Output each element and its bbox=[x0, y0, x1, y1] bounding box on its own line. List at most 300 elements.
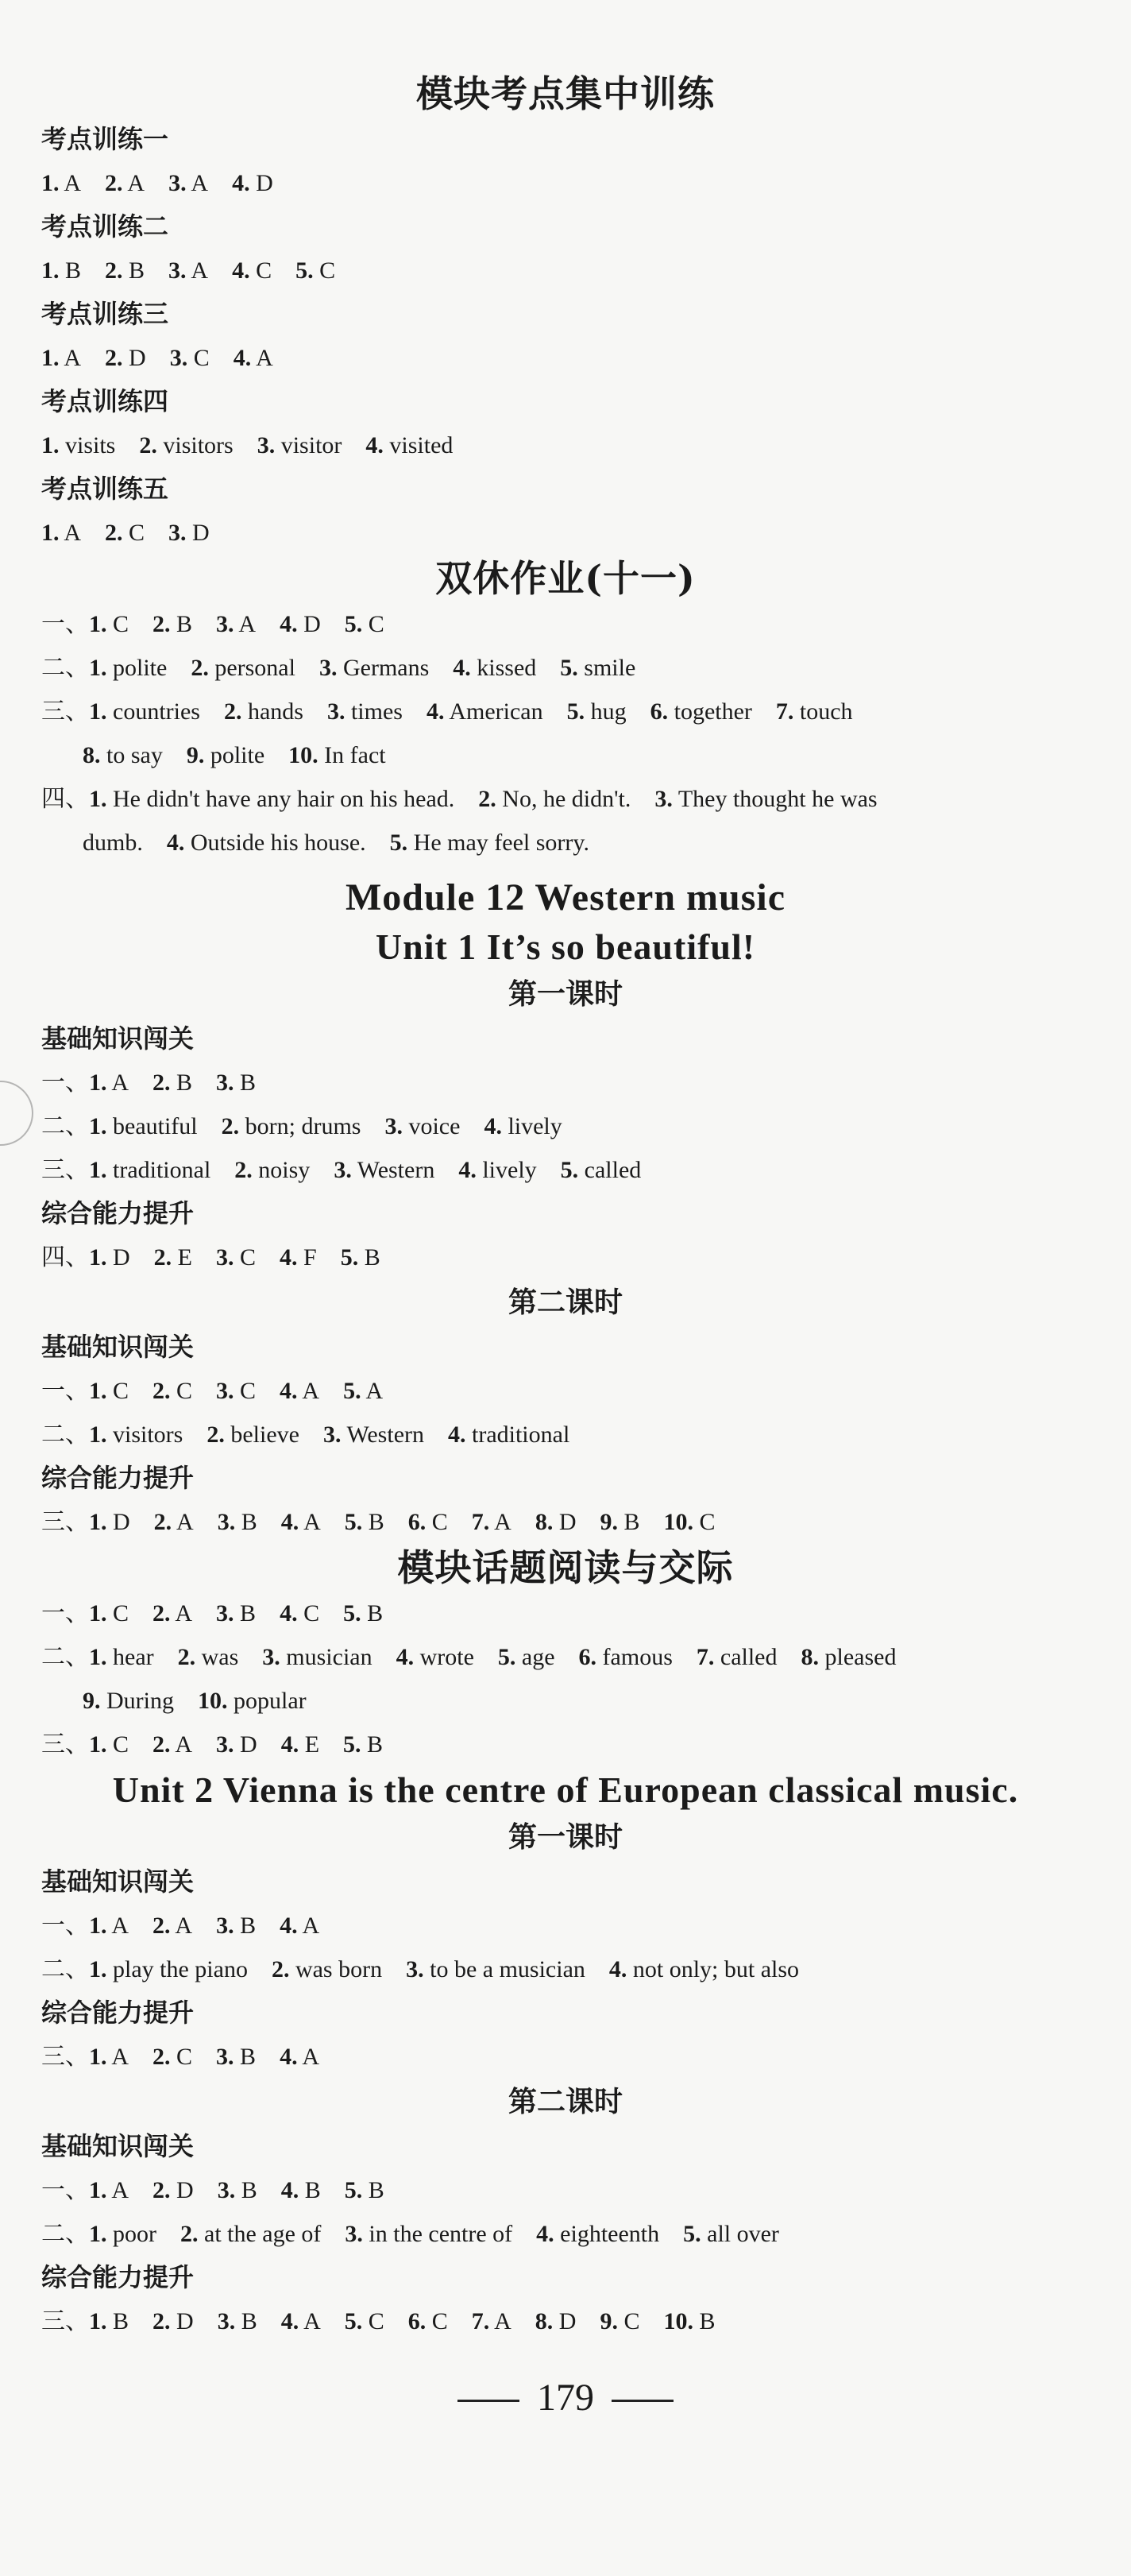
answer-text: C bbox=[113, 1731, 129, 1758]
answer-text: B bbox=[367, 1731, 384, 1758]
answer-text: visited bbox=[389, 432, 454, 458]
question-number: 1. bbox=[89, 655, 107, 681]
answer-item bbox=[216, 2035, 256, 2079]
answer-item bbox=[152, 2168, 194, 2212]
answer-text: C bbox=[129, 520, 145, 546]
answer-item bbox=[345, 2168, 384, 2212]
question-number: 5. bbox=[343, 1731, 361, 1758]
answer-item bbox=[198, 1679, 307, 1723]
answer-item bbox=[105, 249, 145, 292]
answer-text: C bbox=[193, 345, 210, 371]
answer-item bbox=[801, 1635, 897, 1679]
question-number: 5. bbox=[295, 257, 314, 284]
answer-item bbox=[280, 1369, 319, 1413]
answer-text: A bbox=[176, 1509, 194, 1535]
question-number: 2. bbox=[152, 1600, 171, 1626]
question-number: 3. bbox=[334, 1157, 352, 1183]
question-number: 3. bbox=[217, 2177, 236, 2203]
answer-item bbox=[234, 1148, 310, 1192]
question-number: 3. bbox=[318, 655, 338, 681]
question-number: 5. bbox=[560, 1157, 579, 1183]
answer-text: voice bbox=[408, 1113, 461, 1139]
answer-item bbox=[89, 1592, 129, 1635]
question-number: 2. bbox=[105, 345, 123, 371]
answer-item bbox=[697, 1635, 778, 1679]
part-number: 三、 bbox=[41, 1731, 89, 1758]
answer-item bbox=[224, 690, 303, 733]
answer-item bbox=[187, 733, 264, 777]
question-number: 4. bbox=[365, 432, 384, 458]
answer-item bbox=[272, 1947, 382, 1991]
question-number: 3. bbox=[216, 1600, 234, 1626]
answer-row bbox=[41, 1904, 1090, 1947]
question-number: 3. bbox=[169, 345, 188, 371]
answer-text: He may feel sorry. bbox=[413, 830, 589, 856]
answer-text: B bbox=[113, 2308, 129, 2334]
question-number: 8. bbox=[83, 742, 101, 768]
answer-row bbox=[41, 511, 1090, 555]
answer-text: hands bbox=[247, 698, 303, 725]
answer-item bbox=[280, 602, 321, 646]
question-number: 2. bbox=[105, 257, 123, 284]
question-number: 1. bbox=[89, 2308, 107, 2334]
question-number: 9. bbox=[600, 2308, 618, 2334]
answer-text: kissed bbox=[477, 655, 537, 681]
answer-text: touch bbox=[799, 698, 853, 725]
question-number: 7. bbox=[471, 2308, 490, 2334]
subsection-label: 基础知识闯关 bbox=[41, 1023, 195, 1054]
answer-row bbox=[41, 821, 1090, 864]
answer-text: noisy bbox=[258, 1157, 311, 1183]
question-number: 5. bbox=[343, 1378, 361, 1404]
question-number: 4. bbox=[166, 830, 185, 856]
answer-item bbox=[222, 1104, 361, 1148]
question-number: 5. bbox=[340, 1244, 359, 1271]
answer-row bbox=[41, 1679, 1090, 1723]
answer-text: at the age of bbox=[204, 2221, 322, 2247]
page-footer bbox=[0, 2376, 1131, 2419]
answer-text: to be a musician bbox=[430, 1956, 585, 1982]
answer-text: C bbox=[368, 611, 384, 637]
question-number: 5. bbox=[566, 698, 585, 725]
answer-text: visitors bbox=[163, 432, 234, 458]
answer-item bbox=[345, 2212, 512, 2256]
answer-text: B bbox=[176, 1069, 193, 1096]
subsection-label: 考点训练四 bbox=[41, 386, 169, 416]
question-number: 3. bbox=[216, 1913, 234, 1939]
answer-item bbox=[365, 424, 453, 467]
answer-text: American bbox=[449, 698, 543, 725]
question-number: 5. bbox=[344, 611, 363, 637]
answer-item bbox=[89, 1947, 248, 1991]
question-number: 1. bbox=[89, 1157, 107, 1183]
answer-item bbox=[232, 249, 272, 292]
answer-item bbox=[41, 424, 115, 467]
question-number: 10. bbox=[663, 2308, 693, 2334]
answer-text: D bbox=[176, 2308, 194, 2334]
answer-item bbox=[295, 249, 335, 292]
answer-text: B bbox=[623, 1509, 640, 1535]
answer-item bbox=[41, 161, 81, 205]
question-number: 2. bbox=[478, 786, 496, 812]
answer-text: A bbox=[494, 1509, 511, 1535]
answer-text: B bbox=[368, 1509, 384, 1535]
answer-text: visitor bbox=[280, 432, 342, 458]
part-number: 二、 bbox=[41, 1421, 89, 1449]
answer-text: During bbox=[106, 1688, 174, 1714]
part-number: 三、 bbox=[41, 2043, 89, 2071]
part-number: 一、 bbox=[41, 2176, 89, 2204]
question-number: 1. bbox=[89, 1913, 107, 1939]
part-number: 四、 bbox=[41, 1244, 89, 1271]
answer-item bbox=[776, 690, 853, 733]
answer-item bbox=[83, 821, 143, 864]
answer-item bbox=[89, 690, 200, 733]
question-number: 2. bbox=[152, 1913, 171, 1939]
answer-text: A bbox=[365, 1378, 384, 1404]
answer-item bbox=[343, 1592, 383, 1635]
answer-item bbox=[334, 1148, 434, 1192]
section-title: 双休作业(十一) bbox=[435, 557, 696, 600]
question-number: 4. bbox=[280, 1509, 299, 1535]
question-number: 1. bbox=[41, 520, 60, 546]
question-number: 3. bbox=[216, 1244, 234, 1271]
section-title: Module 12 Western music bbox=[345, 876, 786, 919]
answer-text: A bbox=[64, 520, 82, 546]
part-number: 三、 bbox=[41, 698, 89, 725]
part-number: 二、 bbox=[41, 2220, 89, 2248]
question-number: 9. bbox=[600, 1509, 618, 1535]
answer-text: B bbox=[364, 1244, 380, 1271]
answer-text: Western bbox=[346, 1421, 424, 1448]
answer-row bbox=[41, 1061, 1090, 1104]
answer-text: A bbox=[175, 1913, 193, 1939]
answer-item bbox=[319, 646, 429, 690]
answer-item bbox=[89, 1723, 129, 1766]
answer-item bbox=[216, 1236, 256, 1279]
answer-row bbox=[41, 602, 1090, 646]
question-number: 3. bbox=[257, 432, 276, 458]
subsection-label: 考点训练三 bbox=[41, 299, 169, 329]
answer-item bbox=[89, 2168, 129, 2212]
answer-text: all over bbox=[707, 2221, 779, 2247]
answer-text: believe bbox=[230, 1421, 299, 1448]
answer-row bbox=[41, 690, 1090, 733]
answer-text: No, he didn't. bbox=[502, 786, 631, 812]
answer-item bbox=[152, 1061, 192, 1104]
question-number: 2. bbox=[234, 1157, 253, 1183]
question-number: 9. bbox=[83, 1688, 101, 1714]
answer-text: A bbox=[256, 345, 273, 371]
subsection-label: 考点训练一 bbox=[41, 124, 169, 154]
answer-text: popular bbox=[234, 1688, 307, 1714]
subsection-label: 综合能力提升 bbox=[41, 2262, 195, 2292]
answer-text: dumb. bbox=[83, 830, 143, 856]
question-number: 4. bbox=[280, 2177, 299, 2203]
answer-text: They thought he was bbox=[677, 786, 878, 812]
answer-text: A bbox=[111, 1069, 129, 1096]
answer-text: in the centre of bbox=[369, 2221, 513, 2247]
answer-row bbox=[41, 2168, 1090, 2212]
answer-item bbox=[89, 2299, 129, 2343]
question-number: 3. bbox=[216, 1731, 234, 1758]
subsection-label: 基础知识闯关 bbox=[41, 1332, 195, 1362]
answer-text: C bbox=[176, 1378, 193, 1404]
answer-item bbox=[345, 602, 384, 646]
answer-item bbox=[472, 2299, 511, 2343]
answer-text: play the piano bbox=[113, 1956, 248, 1982]
question-number: 3. bbox=[168, 170, 187, 196]
answer-item bbox=[152, 602, 192, 646]
answer-item bbox=[650, 690, 752, 733]
question-number: 10. bbox=[288, 742, 318, 768]
answer-text: E bbox=[177, 1244, 192, 1271]
subsection-label: 考点训练二 bbox=[41, 211, 169, 242]
answer-item bbox=[89, 1500, 130, 1544]
question-number: 3. bbox=[322, 1421, 342, 1448]
question-number: 4. bbox=[233, 345, 252, 371]
answer-text: C bbox=[113, 1600, 129, 1626]
answer-row bbox=[41, 2035, 1090, 2079]
answer-item bbox=[167, 821, 366, 864]
part-number: 二、 bbox=[41, 1955, 89, 1983]
question-number: 2. bbox=[105, 520, 123, 546]
question-number: 2. bbox=[152, 1731, 171, 1758]
answer-item bbox=[281, 1500, 321, 1544]
answer-text: D bbox=[303, 611, 321, 637]
answer-item bbox=[343, 1369, 383, 1413]
question-number: 1. bbox=[89, 1244, 107, 1271]
answer-text: Outside his house. bbox=[190, 830, 366, 856]
answer-text: polite bbox=[113, 655, 168, 681]
question-number: 4. bbox=[396, 1644, 415, 1670]
answer-text: Western bbox=[357, 1157, 435, 1183]
question-number: 2. bbox=[153, 1509, 172, 1535]
answer-item bbox=[280, 1904, 319, 1947]
question-number: 3. bbox=[216, 1069, 234, 1096]
lesson-heading: 第二课时 bbox=[508, 1286, 623, 1319]
answer-text: C bbox=[623, 2308, 640, 2334]
question-number: 2. bbox=[152, 611, 171, 637]
question-number: 2. bbox=[152, 1378, 171, 1404]
lesson-heading: 第二课时 bbox=[508, 2085, 623, 2118]
answer-text: C bbox=[256, 257, 272, 284]
answer-text: A bbox=[302, 1378, 320, 1404]
question-number: 4. bbox=[484, 1113, 502, 1139]
answer-item bbox=[152, 2299, 194, 2343]
question-number: 10. bbox=[663, 1509, 693, 1535]
question-number: 1. bbox=[41, 257, 60, 284]
part-number: 一、 bbox=[41, 1912, 89, 1940]
answer-item bbox=[89, 1104, 198, 1148]
part-number: 一、 bbox=[41, 1377, 89, 1405]
question-number: 4. bbox=[536, 2221, 554, 2247]
question-number: 1. bbox=[89, 786, 107, 812]
question-number: 4. bbox=[280, 1378, 298, 1404]
answer-item bbox=[343, 1723, 383, 1766]
answer-row bbox=[41, 336, 1090, 380]
answer-item bbox=[600, 1500, 639, 1544]
answer-item bbox=[280, 1592, 319, 1635]
answer-text: C bbox=[113, 611, 129, 637]
answer-text: A bbox=[303, 2308, 321, 2334]
answer-item bbox=[216, 1723, 257, 1766]
answer-item bbox=[390, 821, 589, 864]
answer-text: countries bbox=[113, 698, 200, 725]
question-number: 2. bbox=[221, 1113, 240, 1139]
question-number: 2. bbox=[177, 1644, 196, 1670]
answer-item bbox=[257, 424, 342, 467]
answer-text: A bbox=[302, 2044, 320, 2070]
answer-item bbox=[579, 1635, 673, 1679]
question-number: 1. bbox=[89, 611, 107, 637]
answer-text: A bbox=[494, 2308, 511, 2334]
answer-item bbox=[168, 511, 210, 555]
part-number: 一、 bbox=[41, 1599, 89, 1627]
answer-text: B bbox=[240, 1913, 257, 1939]
question-number: 1. bbox=[89, 1378, 107, 1404]
part-number: 一、 bbox=[41, 1069, 89, 1097]
page-number: 179 bbox=[537, 2377, 594, 2419]
question-number: 4. bbox=[458, 1157, 477, 1183]
answer-item bbox=[280, 2035, 319, 2079]
answer-text: C bbox=[113, 1378, 129, 1404]
answer-item bbox=[654, 777, 877, 821]
question-number: 3. bbox=[345, 2221, 363, 2247]
answer-text: B bbox=[367, 1600, 384, 1626]
answer-row bbox=[41, 1369, 1090, 1413]
answer-text: C bbox=[699, 1509, 716, 1535]
answer-row bbox=[41, 424, 1090, 467]
question-number: 3. bbox=[406, 1956, 424, 1982]
question-number: 6. bbox=[407, 1509, 427, 1535]
question-number: 3. bbox=[168, 520, 187, 546]
answer-item bbox=[152, 1723, 192, 1766]
question-number: 4. bbox=[280, 2308, 299, 2334]
answer-item bbox=[453, 646, 536, 690]
answer-text: traditional bbox=[113, 1157, 211, 1183]
question-number: 2. bbox=[105, 170, 123, 196]
question-number: 4. bbox=[280, 1600, 298, 1626]
answer-text: was born bbox=[295, 1956, 383, 1982]
answer-text: D bbox=[240, 1731, 257, 1758]
answer-item bbox=[207, 1413, 299, 1456]
answer-row bbox=[41, 1104, 1090, 1148]
answer-row bbox=[41, 1723, 1090, 1766]
answer-text: B bbox=[65, 257, 82, 284]
answer-item bbox=[609, 1947, 799, 1991]
answer-item bbox=[89, 2035, 129, 2079]
question-number: 8. bbox=[535, 1509, 554, 1535]
answer-item bbox=[89, 602, 129, 646]
answer-row bbox=[41, 1500, 1090, 1544]
answer-item bbox=[191, 646, 295, 690]
question-number: 1. bbox=[89, 1509, 107, 1535]
question-number: 5. bbox=[683, 2221, 701, 2247]
answer-item bbox=[89, 1236, 130, 1279]
answer-row bbox=[41, 2299, 1090, 2343]
answer-item bbox=[170, 336, 210, 380]
answer-item bbox=[89, 646, 167, 690]
answer-text: personal bbox=[214, 655, 295, 681]
answer-row bbox=[41, 733, 1090, 777]
answer-text: A bbox=[64, 345, 82, 371]
question-number: 9. bbox=[186, 742, 205, 768]
answer-item bbox=[41, 336, 81, 380]
answer-text: together bbox=[674, 698, 752, 725]
question-number: 3. bbox=[216, 2044, 234, 2070]
question-number: 2. bbox=[152, 1069, 171, 1096]
part-number: 四、 bbox=[41, 785, 89, 813]
answer-text: D bbox=[113, 1244, 130, 1271]
answer-text: A bbox=[127, 170, 145, 196]
answer-item bbox=[535, 2299, 577, 2343]
answer-item bbox=[281, 1723, 319, 1766]
answer-text: B bbox=[699, 2308, 716, 2334]
question-number: 8. bbox=[801, 1644, 819, 1670]
question-number: 7. bbox=[696, 1644, 715, 1670]
answer-text: D bbox=[176, 2177, 194, 2203]
question-number: 3. bbox=[384, 1113, 403, 1139]
answer-item bbox=[327, 690, 403, 733]
question-number: 4. bbox=[280, 611, 298, 637]
answer-item bbox=[664, 1500, 716, 1544]
question-number: 1. bbox=[89, 2044, 107, 2070]
answer-text: He didn't have any hair on his head. bbox=[113, 786, 455, 812]
subsection-label: 综合能力提升 bbox=[41, 1463, 195, 1493]
answer-text: B bbox=[241, 2177, 257, 2203]
content bbox=[41, 70, 1090, 2343]
answer-item bbox=[154, 1500, 194, 1544]
answer-text: C bbox=[431, 2308, 448, 2334]
answer-item bbox=[83, 733, 163, 777]
answer-text: C bbox=[240, 1244, 257, 1271]
answer-text: B bbox=[368, 2177, 384, 2203]
answer-item bbox=[535, 1500, 577, 1544]
answer-text: A bbox=[191, 170, 209, 196]
section-title: 模块话题阅读与交际 bbox=[397, 1546, 734, 1589]
question-number: 1. bbox=[41, 170, 60, 196]
answer-text: called bbox=[720, 1644, 778, 1670]
answer-item bbox=[216, 1904, 256, 1947]
answer-item bbox=[216, 1592, 256, 1635]
answer-text: B bbox=[241, 2308, 257, 2334]
answer-text: polite bbox=[210, 742, 265, 768]
question-number: 2. bbox=[271, 1956, 290, 1982]
question-number: 5. bbox=[389, 830, 408, 856]
answer-item bbox=[89, 1635, 154, 1679]
part-number: 三、 bbox=[41, 1508, 89, 1536]
answer-item bbox=[567, 690, 627, 733]
answer-row bbox=[41, 1236, 1090, 1279]
answer-text: born; drums bbox=[245, 1113, 361, 1139]
answer-row bbox=[41, 161, 1090, 205]
part-number: 一、 bbox=[41, 610, 89, 638]
section-title: Unit 1 It’s so beautiful! bbox=[375, 926, 756, 967]
answer-text: traditional bbox=[472, 1421, 570, 1448]
question-number: 2. bbox=[180, 2221, 199, 2247]
question-number: 5. bbox=[344, 2177, 363, 2203]
answer-text: C bbox=[368, 2308, 384, 2334]
answer-text: A bbox=[191, 257, 209, 284]
question-number: 6. bbox=[650, 698, 669, 725]
answer-row bbox=[41, 1148, 1090, 1192]
question-number: 1. bbox=[41, 345, 60, 371]
question-number: 5. bbox=[344, 1509, 363, 1535]
question-number: 4. bbox=[280, 1731, 299, 1758]
answer-text: B bbox=[129, 257, 145, 284]
answer-item bbox=[216, 1061, 256, 1104]
